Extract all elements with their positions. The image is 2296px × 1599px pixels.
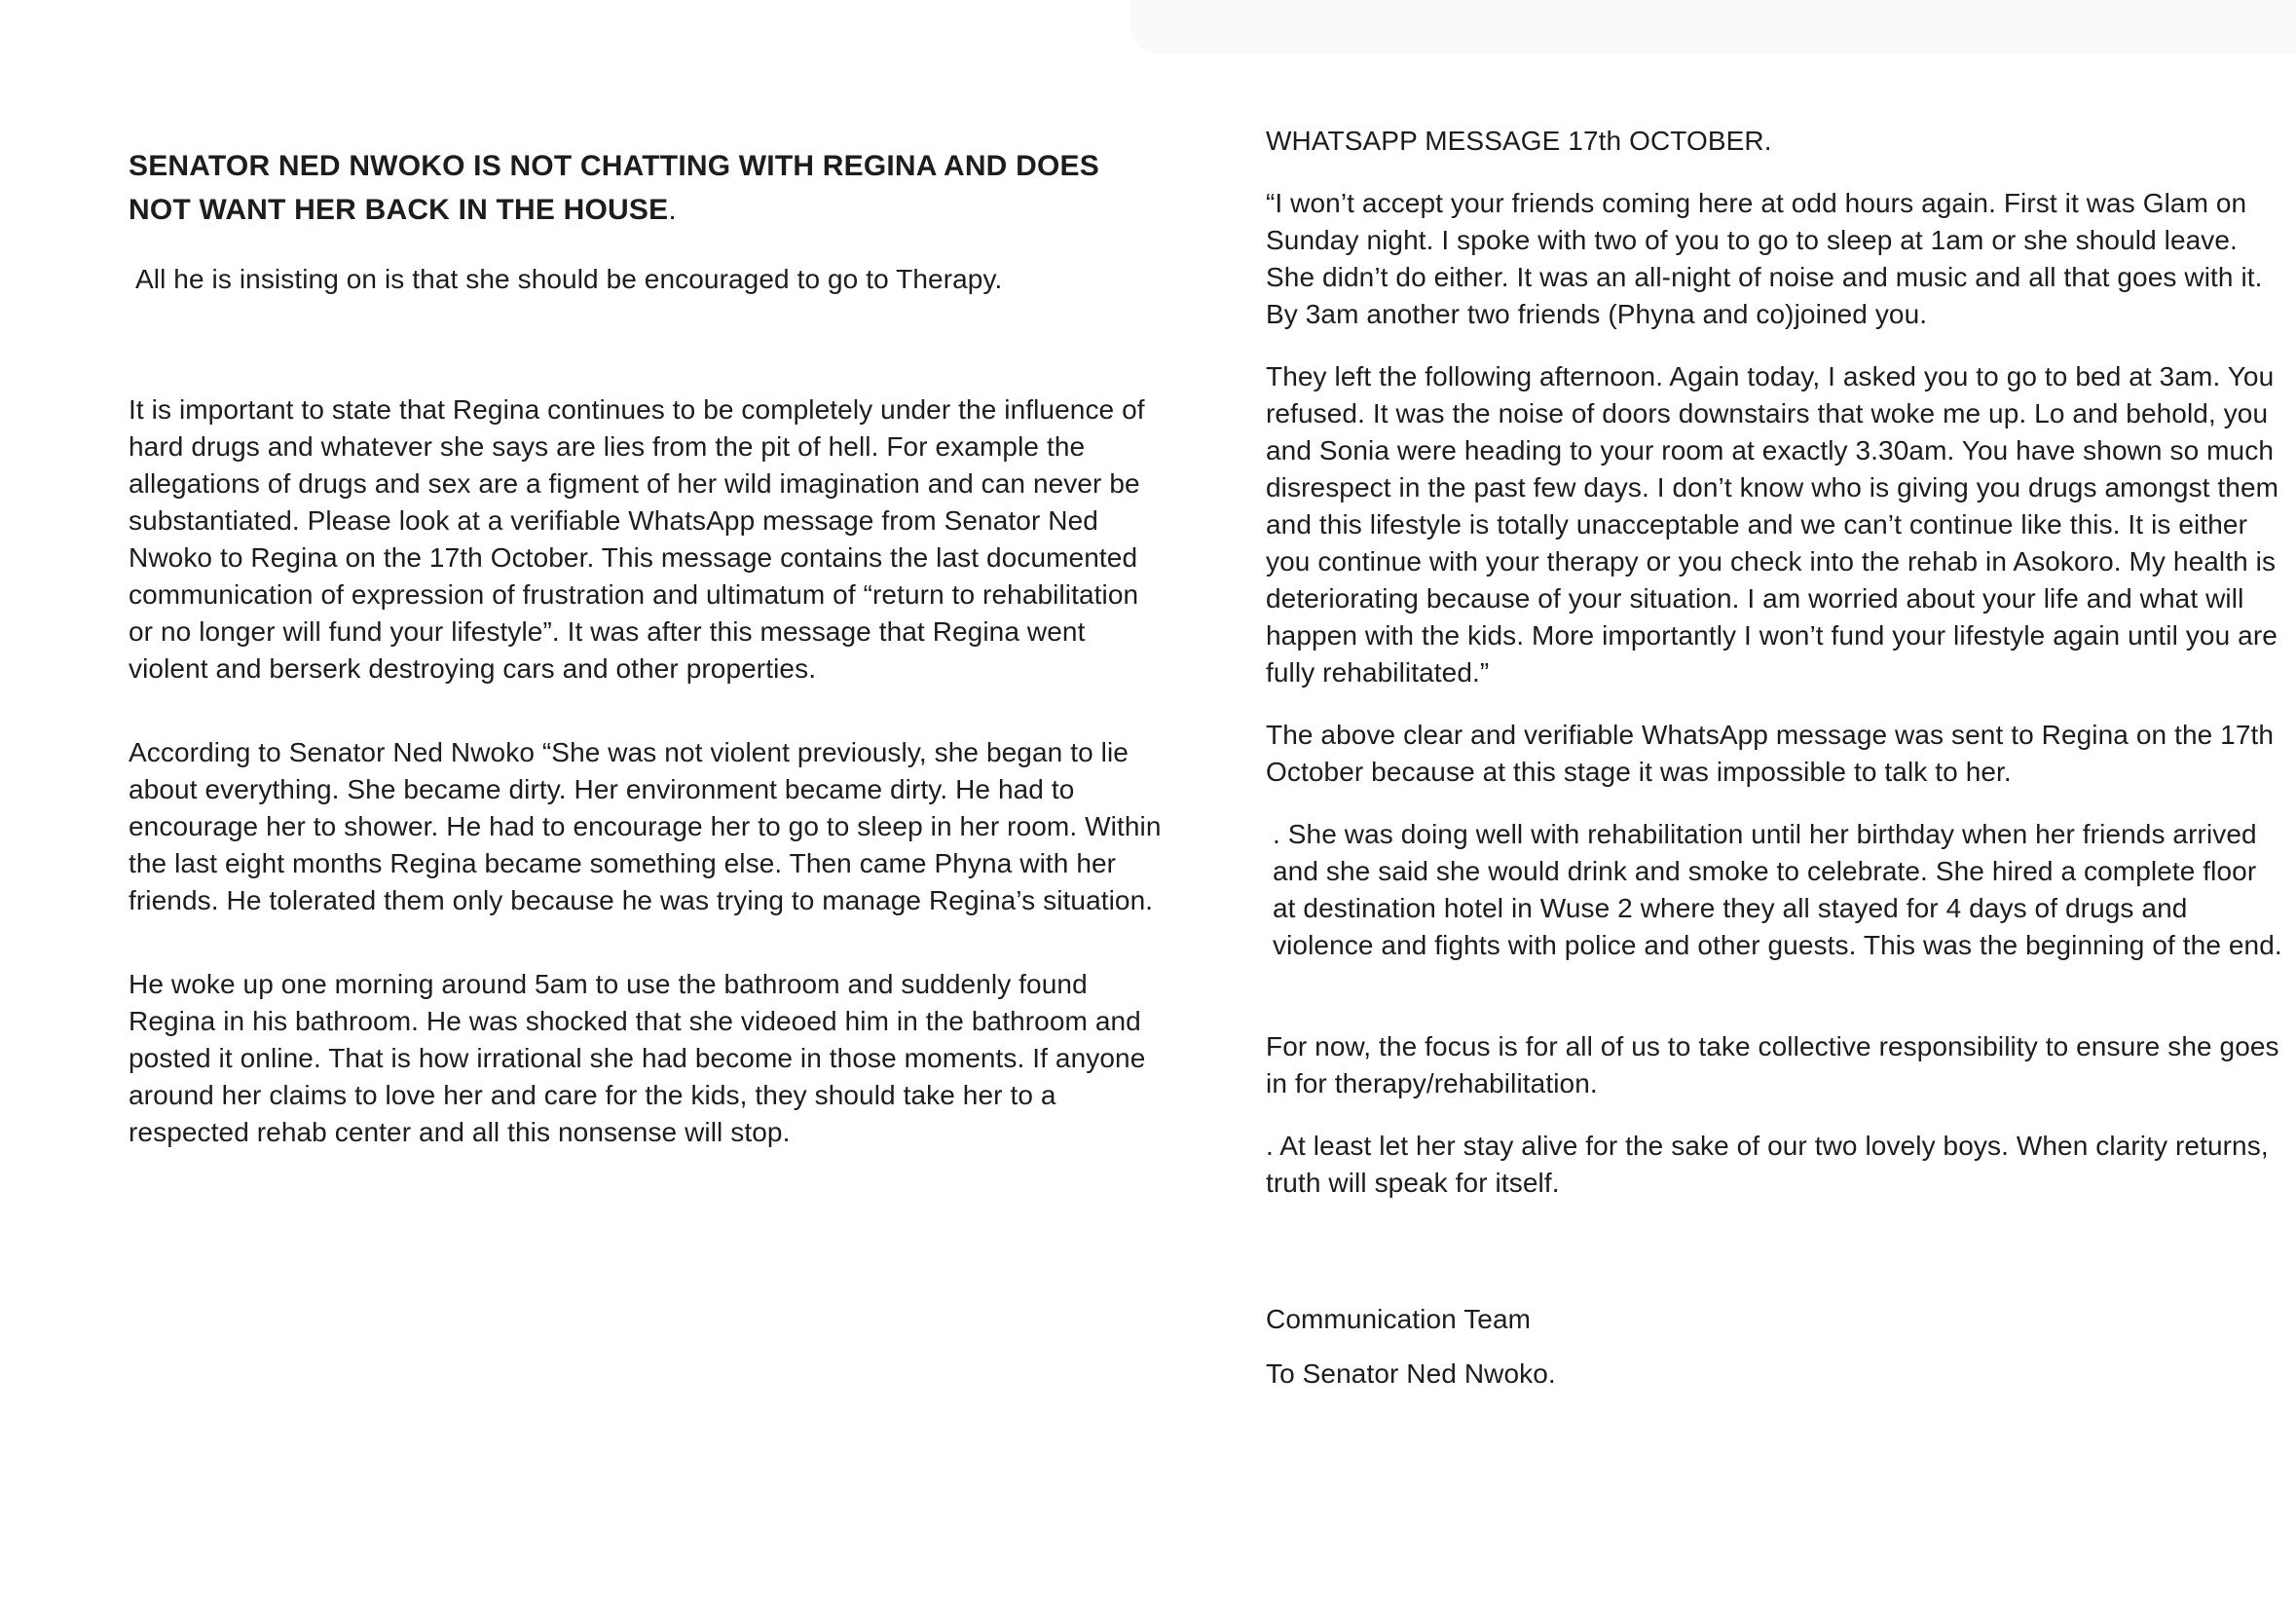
document-title-text: SENATOR NED NWOKO IS NOT CHATTING WITH REGINA AND DOES NOT WANT HER BACK IN THE HOUSE [129,150,1099,226]
right-paragraph-4: . She was doing well with rehabilitation until her birthday when her friends arrived and she said she would drink and smoke to celebrate. She hired a complete floor at destination hotel in Wuse 2 where they all stayed for 4 days of drugs and violence and fights with police and other guests. This was the beginning of the end. [1273,819,2282,960]
right-paragraph-5: For now, the focus is for all of us to take collective responsibility to ensure she goes in for therapy/rehabilitation. [1266,1031,2279,1098]
document-title [129,144,1163,232]
signature-addressee: To Senator Ned Nwoko. [1266,1358,1556,1389]
left-paragraph-3: He woke up one morning around 5am to use the bathroom and suddenly found Regina in his bathroom. He was shocked that she videoed him in the bathroom and posted it online. That is how irrational she had become in those moments. If anyone around her claims to love her and care for the kids, they should take her to a respected rehab center and all this nonsense will stop. [129,969,1146,1147]
right-paragraph-3: The above clear and verifiable WhatsApp message was sent to Regina on the 17th October because at this stage it was impossible to talk to her. [1266,720,2275,787]
right-column [1266,123,2286,1410]
right-paragraph-2: They left the following afternoon. Again today, I asked you to go to bed at 3am. You refused. It was the noise of doors downstairs that woke me up. Lo and behold, you and Sonia were heading to your room at exactly 3.30am. You have shown so much disrespect in the past few days. I don’t know who is giving you drugs amongst them and this lifestyle is totally unacceptable and we can’t continue like this. It is either you continue with your therapy or you check into the rehab in Asokoro. My health is deteriorating because of your situation. I am worried about your life and what will happen with the kids. More importantly I won’t fund your lifestyle again until you are fully rehabilitated.” [1266,361,2279,688]
intro-line: All he is insisting on is that she should be encouraged to go to Therapy. [135,264,1003,294]
whatsapp-message-heading: WHATSAPP MESSAGE 17th OCTOBER. [1266,126,1772,156]
scan-artifact-band [1129,0,2296,54]
left-paragraph-2: According to Senator Ned Nwoko “She was not violent previously, she began to lie about everything. She became dirty. Her environment became dirty. He had to encourage her to shower. He had to encourage her to go to sleep in her room. Within the last eight months Regina became something else. Then came Phyna with her friends. He tolerated them only because he was trying to manage Regina’s situation. [129,737,1162,915]
signature-team: Communication Team [1266,1304,1532,1334]
right-paragraph-6: . At least let her stay alive for the sake of our two lovely boys. When clarity returns, truth will speak for itself. [1266,1131,2269,1198]
left-column [129,144,1163,1151]
right-paragraph-1: “I won’t accept your friends coming here at odd hours again. First it was Glam on Sunday night. I spoke with two of you to go to sleep at 1am or she should leave. She didn’t do either. It was an all-night of noise and music and all that goes with it. By 3am another two friends (Phyna and co)joined you. [1266,188,2263,329]
document-title-period: . [668,194,677,226]
left-paragraph-1: It is important to state that Regina continues to be completely under the influence of hard drugs and whatever she says are lies from the pit of hell. For example the allegations of drugs and sex are a figment of her wild imagination and can never be substantiated. Please look at a verifiable WhatsApp message from Senator Ned Nwoko to Regina on the 17th October. This message contains the last documented communication of expression of frustration and ultimatum of “return to rehabilitation or no longer will fund your lifestyle”. It was after this message that Regina went violent and berserk destroying cars and other properties. [129,394,1145,684]
